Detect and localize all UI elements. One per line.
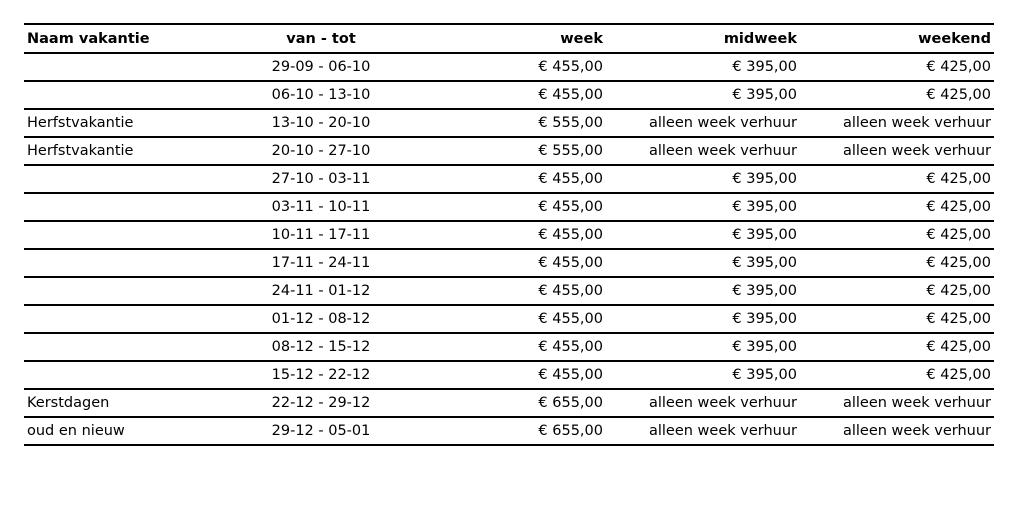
cell-dates: 15-12 - 22-12 xyxy=(271,367,371,383)
cell-dates: 08-12 - 15-12 xyxy=(271,339,371,355)
cell-midweek-price: alleen week verhuur xyxy=(648,115,797,131)
header-row xyxy=(24,24,994,53)
cell-midweek-price: € 395,00 xyxy=(732,311,797,327)
cell-dates: 22-12 - 29-12 xyxy=(271,395,371,411)
header-weekend: weekend xyxy=(918,30,991,47)
cell-dates: 13-10 - 20-10 xyxy=(271,115,371,131)
table-row xyxy=(24,193,994,221)
cell-weekend-price: alleen week verhuur xyxy=(842,395,991,411)
cell-week-price: € 455,00 xyxy=(538,171,603,187)
cell-weekend-price: € 425,00 xyxy=(926,59,991,75)
cell-week-price: € 655,00 xyxy=(538,395,603,411)
cell-name: Herfstvakantie xyxy=(27,115,134,131)
cell-name xyxy=(24,305,230,333)
table-row xyxy=(24,333,994,361)
cell-week-price: € 455,00 xyxy=(538,199,603,215)
cell-week-price: € 455,00 xyxy=(538,255,603,271)
cell-week-price: € 555,00 xyxy=(538,143,603,159)
cell-name xyxy=(24,361,230,389)
cell-dates: 01-12 - 08-12 xyxy=(271,311,371,327)
table-row xyxy=(24,305,994,333)
cell-week-price: € 455,00 xyxy=(538,283,603,299)
cell-week-price: € 455,00 xyxy=(538,367,603,383)
cell-weekend-price: € 425,00 xyxy=(926,283,991,299)
table-row xyxy=(24,81,994,109)
cell-dates: 24-11 - 01-12 xyxy=(271,283,371,299)
cell-midweek-price: € 395,00 xyxy=(732,59,797,75)
table-row xyxy=(24,417,994,445)
cell-name xyxy=(24,277,230,305)
cell-midweek-price: € 395,00 xyxy=(732,199,797,215)
cell-midweek-price: alleen week verhuur xyxy=(648,143,797,159)
cell-name: oud en nieuw xyxy=(27,423,125,439)
cell-weekend-price: € 425,00 xyxy=(926,87,991,103)
cell-week-price: € 455,00 xyxy=(538,311,603,327)
cell-weekend-price: € 425,00 xyxy=(926,227,991,243)
cell-dates: 06-10 - 13-10 xyxy=(271,87,371,103)
price-table xyxy=(24,23,994,446)
cell-week-price: € 455,00 xyxy=(538,87,603,103)
cell-weekend-price: € 425,00 xyxy=(926,255,991,271)
cell-name xyxy=(24,333,230,361)
cell-weekend-price: € 425,00 xyxy=(926,311,991,327)
cell-midweek-price: € 395,00 xyxy=(732,171,797,187)
table-row xyxy=(24,109,994,137)
cell-name xyxy=(24,81,230,109)
cell-midweek-price: € 395,00 xyxy=(732,367,797,383)
table-header xyxy=(24,24,994,53)
header-midweek: midweek xyxy=(723,30,797,47)
cell-weekend-price: alleen week verhuur xyxy=(842,115,991,131)
cell-name xyxy=(24,165,230,193)
cell-midweek-price: € 395,00 xyxy=(732,227,797,243)
cell-dates: 29-09 - 06-10 xyxy=(271,59,371,75)
table-row xyxy=(24,221,994,249)
cell-weekend-price: € 425,00 xyxy=(926,199,991,215)
cell-midweek-price: € 395,00 xyxy=(732,339,797,355)
cell-name: Herfstvakantie xyxy=(27,143,134,159)
cell-midweek-price: alleen week verhuur xyxy=(648,395,797,411)
table-row xyxy=(24,389,994,417)
cell-dates: 03-11 - 10-11 xyxy=(271,199,371,215)
table-row xyxy=(24,277,994,305)
cell-dates: 29-12 - 05-01 xyxy=(271,423,371,439)
cell-name xyxy=(24,53,230,81)
header-week: week xyxy=(560,30,603,47)
cell-weekend-price: € 425,00 xyxy=(926,367,991,383)
header-dates: van - tot xyxy=(286,30,356,47)
cell-dates: 17-11 - 24-11 xyxy=(271,255,371,271)
cell-midweek-price: € 395,00 xyxy=(732,255,797,271)
table-row xyxy=(24,165,994,193)
cell-week-price: € 455,00 xyxy=(538,227,603,243)
cell-name xyxy=(24,221,230,249)
cell-week-price: € 455,00 xyxy=(538,339,603,355)
table-row xyxy=(24,137,994,165)
table-row xyxy=(24,53,994,81)
cell-week-price: € 655,00 xyxy=(538,423,603,439)
cell-name xyxy=(24,249,230,277)
cell-name xyxy=(24,193,230,221)
table-row xyxy=(24,361,994,389)
cell-name: Kerstdagen xyxy=(27,395,110,411)
cell-week-price: € 555,00 xyxy=(538,115,603,131)
cell-weekend-price: € 425,00 xyxy=(926,339,991,355)
cell-weekend-price: alleen week verhuur xyxy=(842,423,991,439)
cell-dates: 27-10 - 03-11 xyxy=(271,171,371,187)
cell-dates: 20-10 - 27-10 xyxy=(271,143,371,159)
cell-midweek-price: alleen week verhuur xyxy=(648,423,797,439)
cell-midweek-price: € 395,00 xyxy=(732,87,797,103)
cell-weekend-price: alleen week verhuur xyxy=(842,143,991,159)
cell-week-price: € 455,00 xyxy=(538,59,603,75)
cell-weekend-price: € 425,00 xyxy=(926,171,991,187)
cell-dates: 10-11 - 17-11 xyxy=(271,227,371,243)
header-name: Naam vakantie xyxy=(27,30,150,47)
table-row xyxy=(24,249,994,277)
cell-midweek-price: € 395,00 xyxy=(732,283,797,299)
table-body xyxy=(24,53,994,445)
